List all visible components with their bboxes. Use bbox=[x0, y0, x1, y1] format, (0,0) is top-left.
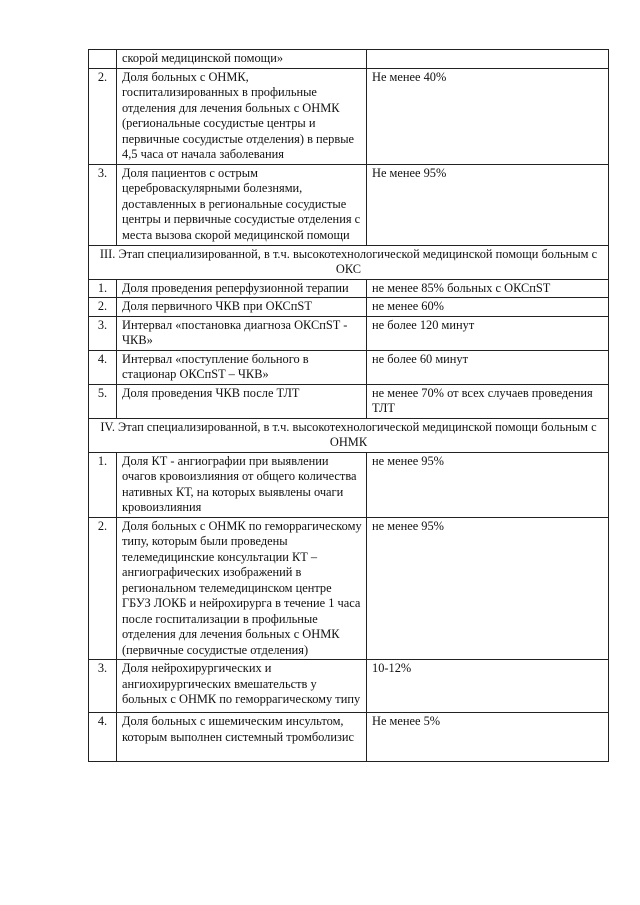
section-header-row bbox=[89, 245, 609, 279]
table-row bbox=[89, 68, 609, 164]
table-row bbox=[89, 660, 609, 713]
section-title: III. Этап специализированной, в т.ч. высокотехнологической медицинской помощи больным с ОКС bbox=[89, 245, 609, 279]
table-row bbox=[89, 517, 609, 660]
table-row bbox=[89, 298, 609, 317]
indicator-value: не менее 95% bbox=[367, 517, 609, 660]
indicator-text: Доля первичного ЧКВ при ОКСпST bbox=[117, 298, 367, 317]
indicator-value: Не менее 40% bbox=[367, 68, 609, 164]
table-row bbox=[89, 316, 609, 350]
row-number: 2. bbox=[89, 517, 117, 660]
indicators-table bbox=[88, 49, 609, 762]
table-row bbox=[89, 713, 609, 762]
indicator-text: Доля больных с ОНМК, госпитализированных в профильные отделения для лечения больных с ОНМК (региональные сосудистые центры и первичные сосудистые отделения) в первые 4,5 часа от начала заболевания bbox=[117, 68, 367, 164]
row-number: 3. bbox=[89, 164, 117, 245]
indicator-text: Интервал «поступление больного в стационар ОКСпST – ЧКВ» bbox=[117, 350, 367, 384]
indicator-value: не менее 60% bbox=[367, 298, 609, 317]
document-page bbox=[88, 49, 608, 762]
section-header-row bbox=[89, 418, 609, 452]
table-row bbox=[89, 384, 609, 418]
table-row bbox=[89, 50, 609, 69]
indicator-text: Доля КТ - ангиографии при выявлении очагов кровоизлияния от общего количества нативных КТ, на которых выявлены очаги кровоизлияния bbox=[117, 452, 367, 517]
indicator-value: не менее 70% от всех случаев проведения ТЛТ bbox=[367, 384, 609, 418]
indicator-text: Доля проведения ЧКВ после ТЛТ bbox=[117, 384, 367, 418]
indicator-value: 10-12% bbox=[367, 660, 609, 713]
indicator-text: скорой медицинской помощи» bbox=[117, 50, 367, 69]
row-number: 3. bbox=[89, 660, 117, 713]
row-number: 1. bbox=[89, 279, 117, 298]
indicator-text: Доля больных с ОНМК по геморрагическому типу, которым были проведены телемедицинские консультации КТ –ангиографических изображений в региональном телемедицинском центре ГБУЗ ЛОКБ и нейрохирурга в течение 1 часа после госпитализации в профильные отделения для лечения больных с ОНМК (первичные сосудистые отделения) bbox=[117, 517, 367, 660]
indicator-value bbox=[367, 50, 609, 69]
row-number: 3. bbox=[89, 316, 117, 350]
table-row bbox=[89, 350, 609, 384]
row-number bbox=[89, 50, 117, 69]
row-number: 2. bbox=[89, 298, 117, 317]
row-number: 4. bbox=[89, 713, 117, 762]
indicator-text: Доля больных с ишемическим инсультом, которым выполнен системный тромболизис bbox=[117, 713, 367, 762]
indicator-value: не менее 85% больных с ОКСпST bbox=[367, 279, 609, 298]
row-number: 4. bbox=[89, 350, 117, 384]
indicator-value: Не менее 95% bbox=[367, 164, 609, 245]
indicator-value: не более 60 минут bbox=[367, 350, 609, 384]
indicator-text: Доля проведения реперфузионной терапии bbox=[117, 279, 367, 298]
section-title: IV. Этап специализированной, в т.ч. высокотехнологической медицинской помощи больным с ОНМК bbox=[89, 418, 609, 452]
row-number: 1. bbox=[89, 452, 117, 517]
indicator-text: Доля нейрохирургических и ангиохирургических вмешательств у больных с ОНМК по геморрагическому типу bbox=[117, 660, 367, 713]
row-number: 5. bbox=[89, 384, 117, 418]
table-row bbox=[89, 279, 609, 298]
table-row bbox=[89, 452, 609, 517]
indicator-value: не более 120 минут bbox=[367, 316, 609, 350]
indicator-value: не менее 95% bbox=[367, 452, 609, 517]
table-row bbox=[89, 164, 609, 245]
indicator-value: Не менее 5% bbox=[367, 713, 609, 762]
indicator-text: Интервал «постановка диагноза ОКСпST - ЧКВ» bbox=[117, 316, 367, 350]
row-number: 2. bbox=[89, 68, 117, 164]
indicator-text: Доля пациентов с острым цереброваскулярными болезнями, доставленных в региональные сосудистые центры и первичные сосудистые отделения с места вызова скорой медицинской помощи bbox=[117, 164, 367, 245]
